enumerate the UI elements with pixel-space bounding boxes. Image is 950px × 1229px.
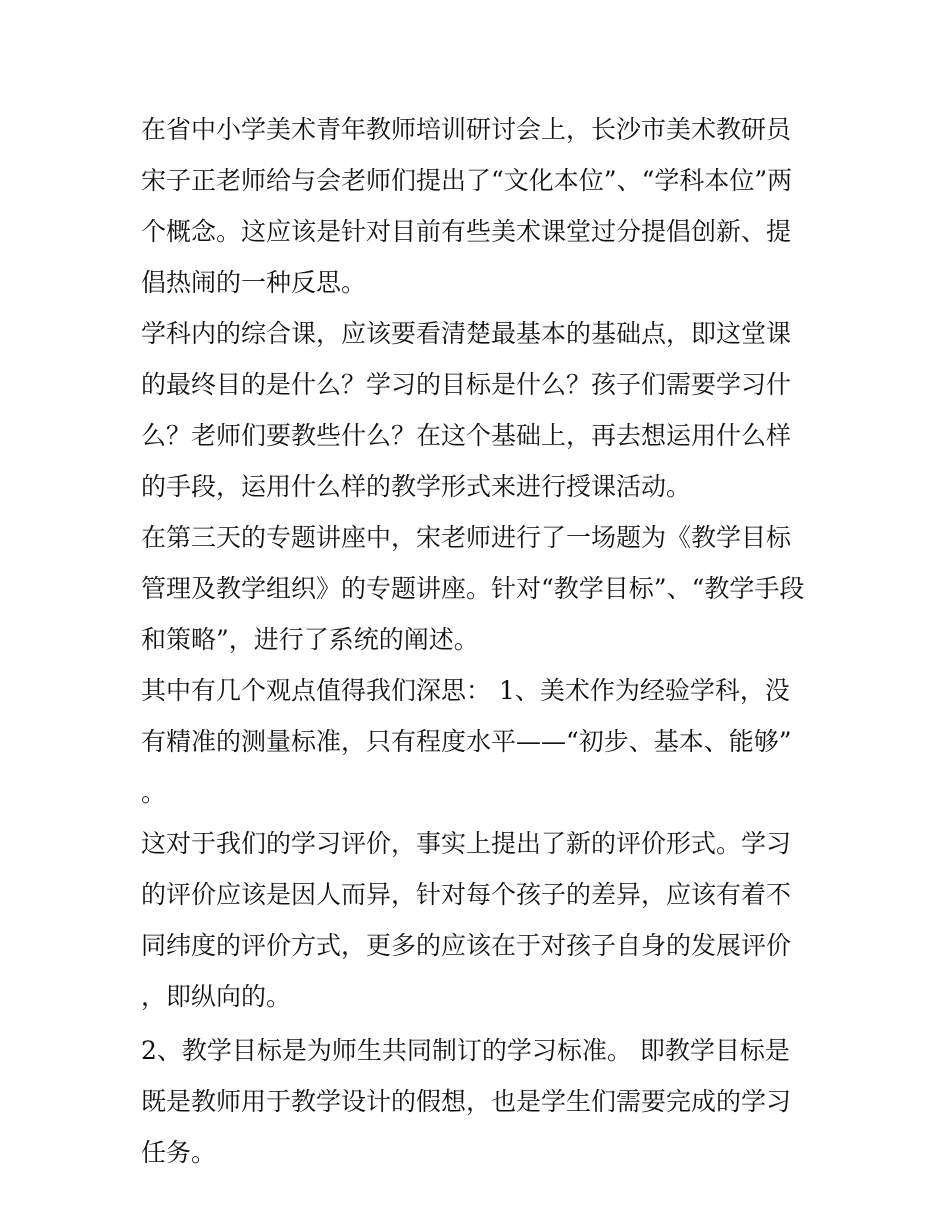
paragraph-5: 这对于我们的学习评价，事实上提出了新的评价形式。学习的评价应该是因人而异，针对每个孩子的差异，应该有着不同纬度的评价方式，更多的应该在于对孩子自身的发展评价，即纵向的。 — [141, 829, 792, 1011]
paragraph-4: 其中有几个观点值得我们深思： 1、美术作为经验学科，没有精准的测量标准，只有程度水平——“初步、基本、能够”。 — [141, 676, 792, 807]
paragraph-6: 2、教学目标是为师生共同制订的学习标准。 即教学目标是既是教师用于教学设计的假想，也是学生们需要完成的学习任务。 — [141, 1036, 792, 1167]
paragraph-1: 在省中小学美术青年教师培训研讨会上，长沙市美术教研员宋子正老师给与会老师们提出了“文化本位”、“学科本位”两个概念。这应该是针对目前有些美术课堂过分提倡创新、提倡热闹的一种反思。 — [141, 115, 793, 297]
paragraph-3: 在第三天的专题讲座中，宋老师进行了一场题为《教学目标管理及教学组织》的专题讲座。针对“教学目标”、“教学手段和策略”，进行了系统的阐述。 — [141, 523, 805, 654]
document-body — [141, 104, 813, 1178]
paragraph-2: 学科内的综合课，应该要看清楚最基本的基础点，即这堂课的最终目的是什么？学习的目标是什么？孩子们需要学习什么？老师们要教些什么？在这个基础上，再去想运用什么样的手段，运用什么样的教学形式来进行授课活动。 — [141, 319, 792, 501]
